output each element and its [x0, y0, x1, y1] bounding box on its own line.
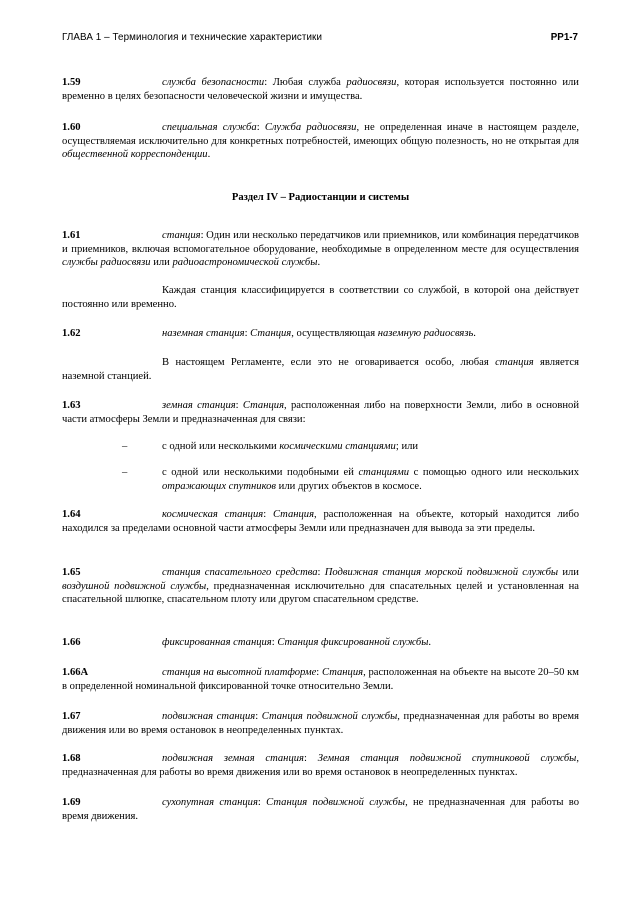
- list-item-text: с одной или несколькими космическими станциями; или: [162, 441, 419, 452]
- definition-1-66: [62, 636, 579, 650]
- term-reference: Станция: [242, 400, 284, 411]
- defined-term: подвижная станция: [162, 711, 256, 722]
- definition-1-62: [62, 327, 579, 341]
- note-text: Каждая станция классифицируется в соответствии со службой, в которой она действует постоянно или временно.: [62, 285, 579, 310]
- definition-1-65: [62, 566, 579, 607]
- chapter-title: ГЛАВА 1 – Терминология и технические характеристики: [62, 32, 323, 43]
- term-reference: радиосвязи: [346, 77, 397, 88]
- provision-number: 1.64: [62, 509, 81, 520]
- definition-1-68: [62, 752, 579, 779]
- term-reference: отражающих спутников: [162, 480, 277, 492]
- term-reference: Станция: [250, 328, 292, 339]
- defined-term: служба безопасности: [162, 77, 265, 88]
- definition-text: сухопутная станция: Станция подвижной службы, не предназначенная для работы во время движения.: [62, 797, 579, 822]
- definition-1-69: [62, 796, 579, 823]
- definition-text: наземная станция: Станция, осуществляющая наземную радиосвязь.: [162, 328, 476, 339]
- definition-1-62-note: [62, 356, 579, 383]
- dash-marker: –: [122, 441, 128, 452]
- term-reference: воздушной подвижной службы: [62, 580, 207, 592]
- provision-number: 1.62: [62, 328, 81, 339]
- defined-term: фиксированная станция: [162, 637, 272, 648]
- provision-number: 1.61: [62, 230, 81, 241]
- term-reference: Станция подвижной службы: [266, 797, 406, 808]
- provision-number: 1.65: [62, 567, 81, 578]
- term-reference: службы радиосвязи: [62, 257, 151, 269]
- definition-text: подвижная земная станция: Земная станция подвижной спутниковой службы, предназначенная для работы во время движения или во время остановок в неопределенных пунктах.: [62, 753, 580, 778]
- definition-1-66a: [62, 666, 579, 693]
- provision-number: 1.59: [62, 77, 81, 88]
- definition-text: фиксированная станция: Станция фиксированной службы.: [162, 637, 432, 648]
- defined-term: подвижная земная станция: [162, 753, 304, 764]
- term-reference: Земная станция подвижной спутниковой службы: [317, 753, 577, 764]
- provision-number: 1.69: [62, 797, 81, 808]
- term-reference: станциями: [358, 467, 410, 478]
- term-reference: Станция: [272, 509, 315, 520]
- definition-1-61: [62, 229, 579, 270]
- page-reference: РР1-7: [550, 32, 578, 43]
- defined-term: космическая станция: [162, 509, 264, 520]
- dash-marker: –: [122, 467, 128, 478]
- term-reference: Станция: [322, 667, 364, 678]
- list-item: [62, 466, 579, 493]
- definition-1-60: [62, 121, 579, 162]
- section-title: Раздел IV – Радиостанции и системы: [231, 192, 410, 203]
- note-text: В настоящем Регламенте, если это не оговаривается особо, любая станция является наземной станцией.: [62, 357, 579, 382]
- definition-text: земная станция: Станция, расположенная либо на поверхности Земли, либо в основной части атмосферы Земли и предназначенная для связи:: [62, 400, 579, 425]
- defined-term: земная станция: [162, 400, 236, 411]
- provision-number: 1.63: [62, 400, 81, 411]
- defined-term: станция на высотной платформе: [162, 667, 317, 678]
- term-reference: радиоастрономической службы: [172, 257, 318, 269]
- page-header: [62, 31, 578, 45]
- definition-1-61-note: [62, 284, 579, 311]
- provision-number: 1.66: [62, 637, 81, 648]
- provision-number: 1.66A: [62, 667, 89, 678]
- definition-text: подвижная станция: Станция подвижной службы, предназначенная для работы во время движения или во время остановок в неопределенных пунктах.: [62, 711, 579, 736]
- definition-text: космическая станция: Станция, расположенная на объекте, который находится либо находился за пределами основной части атмосферы Земли или предназначен для вывода за эти пределы.: [62, 509, 580, 534]
- list-item-text: с одной или несколькими подобными ей станциями с помощью одного или нескольких отражающих спутников или других объектов в космосе.: [162, 467, 579, 492]
- defined-term: специальная служба: [162, 122, 257, 133]
- provision-number: 1.60: [62, 122, 81, 133]
- definition-1-64: [62, 508, 579, 535]
- defined-term: станция спасательного средства: [162, 567, 318, 578]
- term-reference: Подвижная станция морской подвижной службы: [324, 567, 559, 578]
- definition-1-59: [62, 76, 579, 103]
- term-reference: Станция подвижной службы: [261, 711, 398, 722]
- definition-text: специальная служба: Служба радиосвязи, не определенная иначе в настоящем разделе, осуществляемая исключительно для конкретных потребностей, имеющих общую полезность, но не открытая для общественной корреспонденции.: [62, 122, 579, 161]
- definition-text: станция на высотной платформе: Станция, расположенная на объекте на высоте 20–50 км в определенной номинальной фиксированной точке относительно Земли.: [62, 667, 579, 692]
- definition-text: станция: Один или несколько передатчиков или приемников, или комбинация передатчиков и приемников, включая вспомогательное оборудование, необходимые в определенном месте для осуществления службы радиосвязи или радиоастрономической службы.: [62, 230, 579, 269]
- term-reference: общественной корреспонденции: [62, 149, 208, 161]
- defined-term: станция: [162, 230, 201, 241]
- provision-number: 1.67: [62, 711, 81, 722]
- definition-1-63: [62, 399, 579, 426]
- defined-term: сухопутная станция: [162, 797, 258, 808]
- term-reference: космическими станциями: [279, 441, 396, 452]
- defined-term: наземная станция: [162, 328, 245, 339]
- definition-text: станция спасательного средства: Подвижная станция морской подвижной службы или воздушной подвижной службы, предназначенная исключительно для спасательных целей и установленная на спасательной шлюпке, спасательном плоту или другом спасательном средстве.: [62, 567, 579, 606]
- term-reference: наземную радиосвязь: [377, 328, 474, 339]
- term-reference: станция: [495, 357, 534, 368]
- list-item: [62, 440, 579, 454]
- provision-number: 1.68: [62, 753, 81, 764]
- definition-1-67: [62, 710, 579, 737]
- term-reference: Служба радиосвязи: [264, 122, 357, 133]
- definition-text: служба безопасности: Любая служба радиосвязи, которая используется постоянно или временно в целях безопасности человеческой жизни и имущества.: [62, 77, 579, 102]
- term-reference: Станция фиксированной службы: [277, 637, 429, 648]
